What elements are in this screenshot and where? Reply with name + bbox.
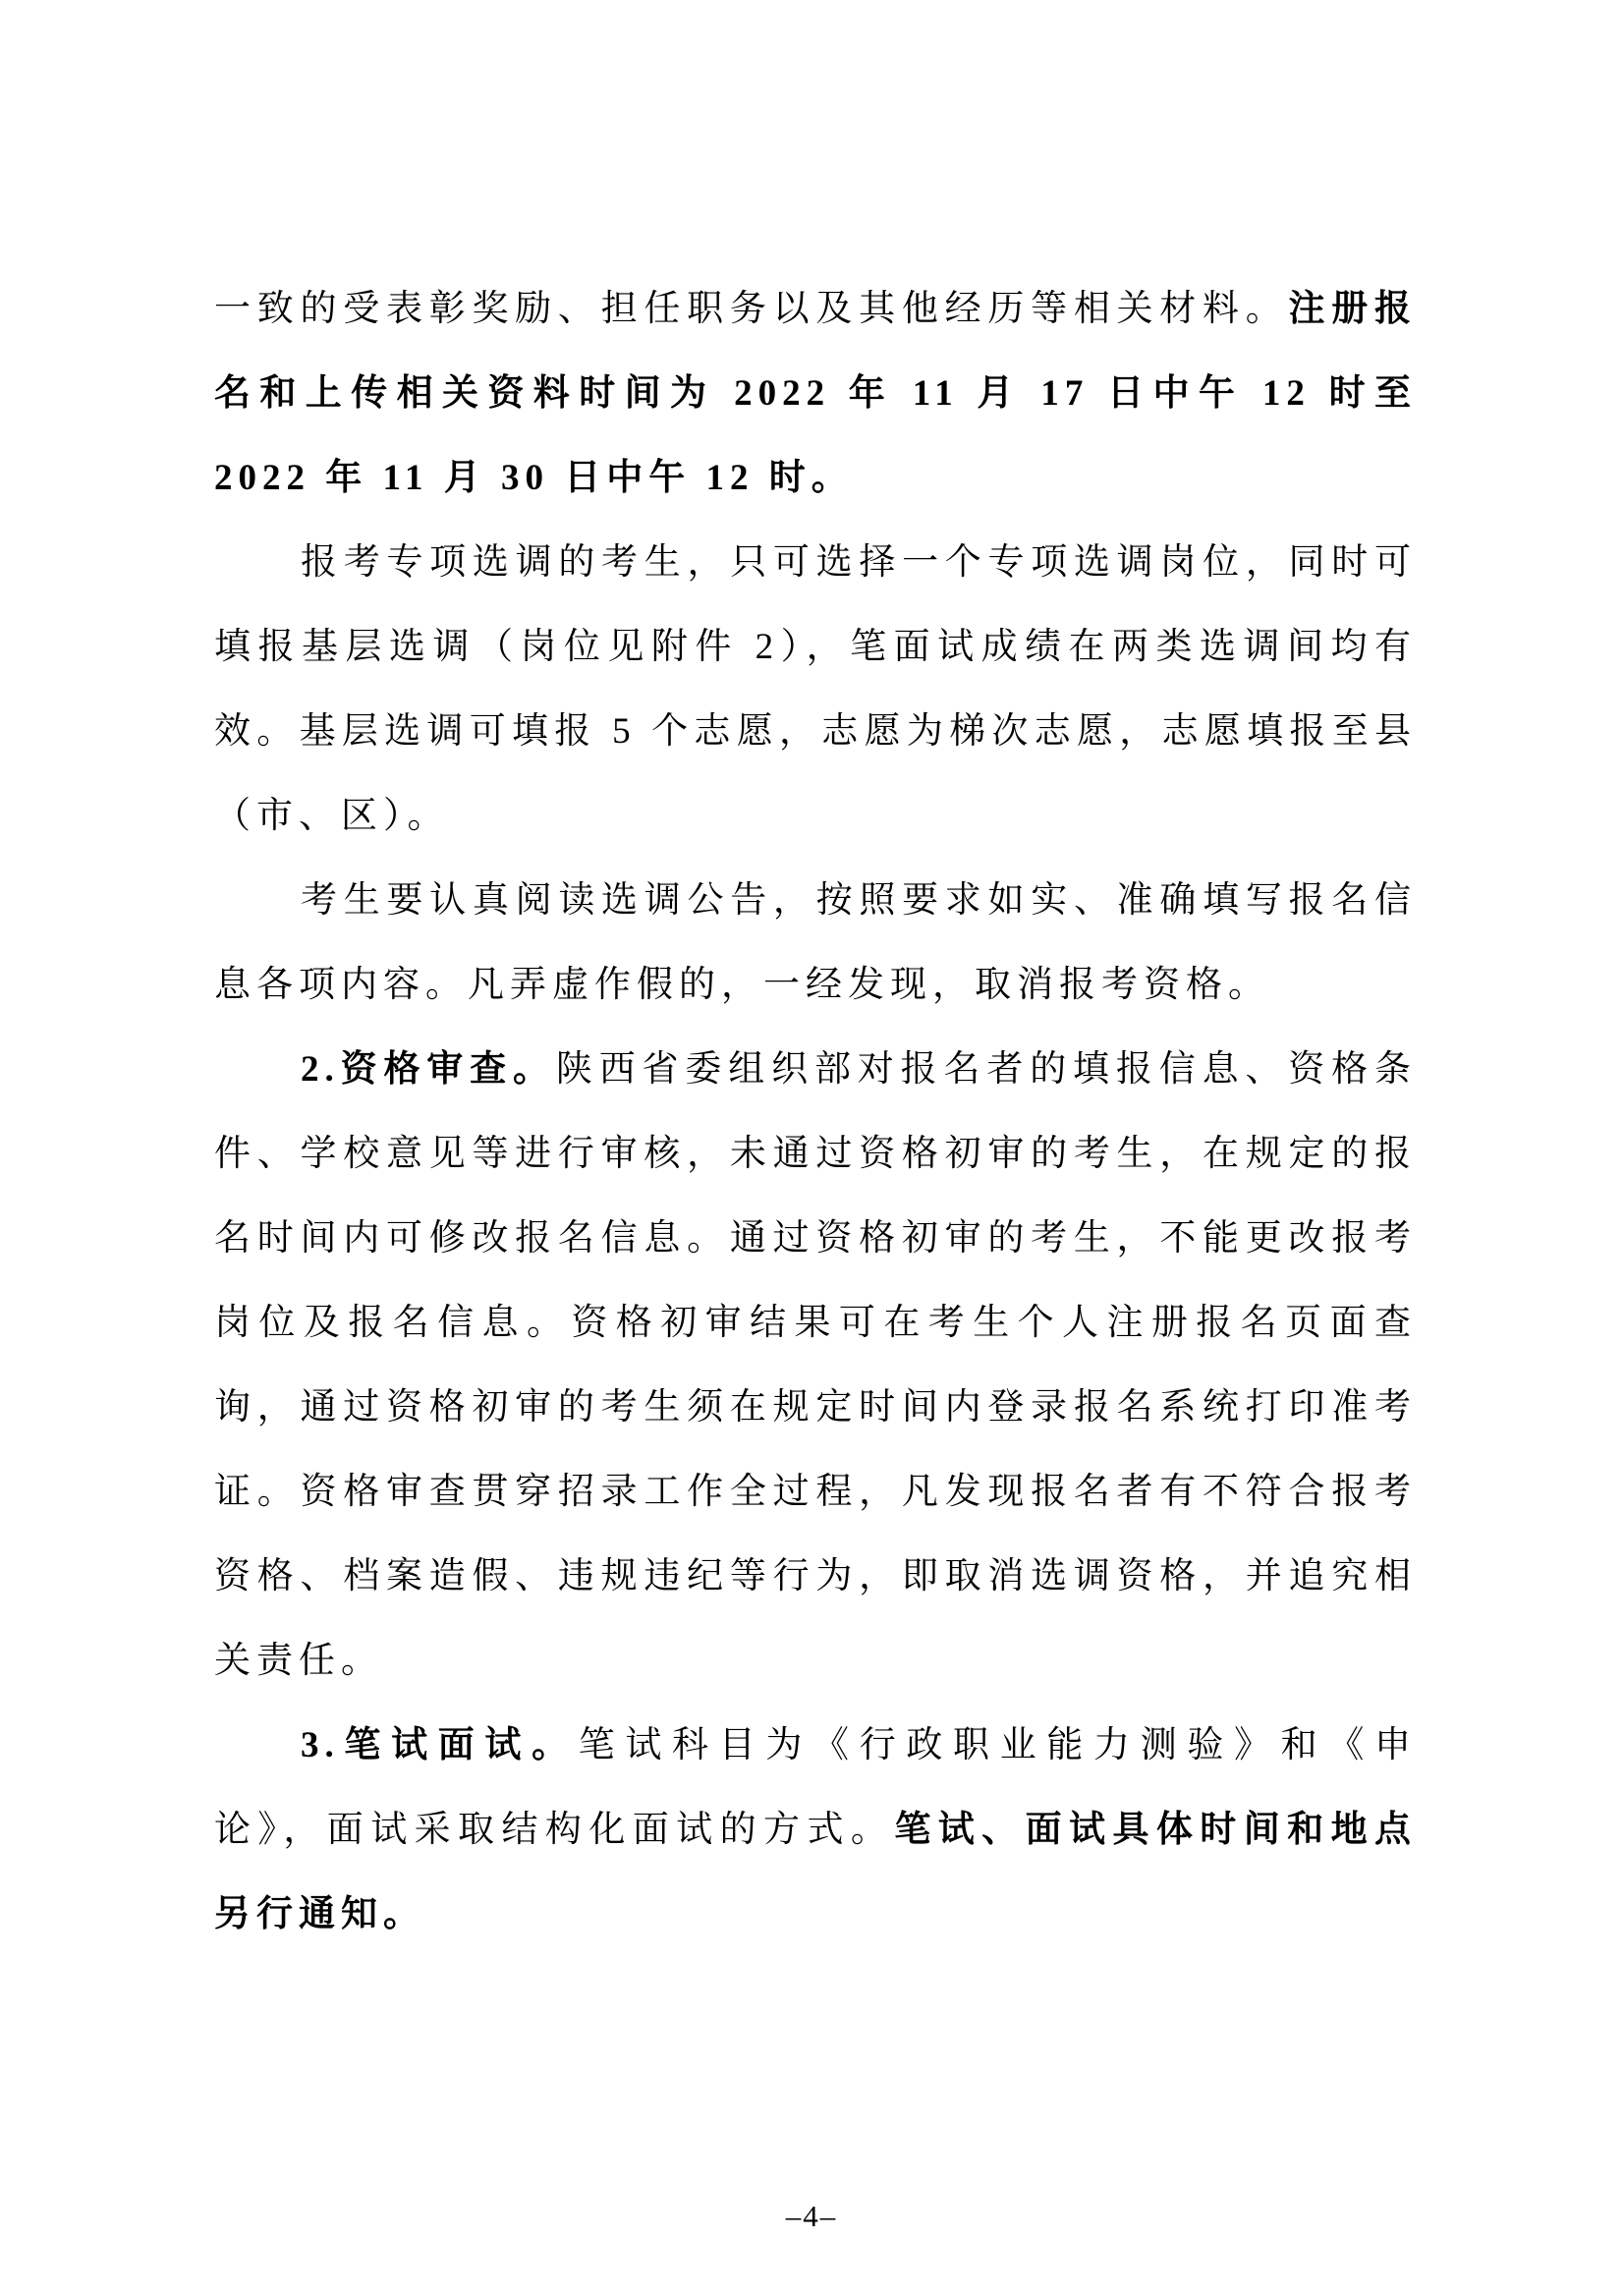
page-footer [0,2199,1623,2234]
text-run: 3.笔试面试。 [301,1725,579,1765]
text-run: 注册报名和上传相关资料时间为 2022 年 11 月 17 日中午 12 时至 2022 年 11 月 30 日中午 12 时。 [214,289,1418,498]
text-run: 一致的受表彰奖励、担任职务以及其他经历等相关材料。 [214,289,1289,329]
para-written-interview-exam [214,1704,1417,1957]
para-qualification-review [214,1028,1417,1704]
para-registration-deadline [214,267,1417,521]
para-special-selection-rules [214,521,1417,859]
text-run: 笔试科目为《行政职业能力测验》和《申论》，面试采取结构化面试的方式。 [214,1725,1418,1850]
text-run: 2.资格审查。 [301,1049,556,1090]
page-number: –4– [785,2199,838,2233]
text-run: 笔试、面试具体时间和地点另行通知。 [214,1810,1418,1934]
document-body [214,267,1417,1957]
text-run: 陕西省委组织部对报名者的填报信息、资格条件、学校意见等进行审核，未通过资格初审的考生，在规定的报名时间内可修改报名信息。通过资格初审的考生，不能更改报考岗位及报名信息。资格初审结果可在考生个人注册报名页面查询，通过资格初审的考生须在规定时间内登录报名系统打印准考证。资格审查贯穿招录工作全过程，凡发现报名者有不符合报考资格、档案造假、违规违纪等行为，即取消选调资格，并追究相关责任。 [214,1049,1418,1681]
para-honest-application [214,859,1417,1028]
text-run: 考生要认真阅读选调公告，按照要求如实、准确填写报名信息各项内容。凡弄虚作假的，一经发现，取消报考资格。 [214,880,1417,1005]
text-run: 报考专项选调的考生，只可选择一个专项选调岗位，同时可填报基层选调（岗位见附件 2），笔面试成绩在两类选调间均有效。基层选调可填报 5 个志愿，志愿为梯次志愿，志愿填报至县（市、区）。 [214,542,1417,836]
